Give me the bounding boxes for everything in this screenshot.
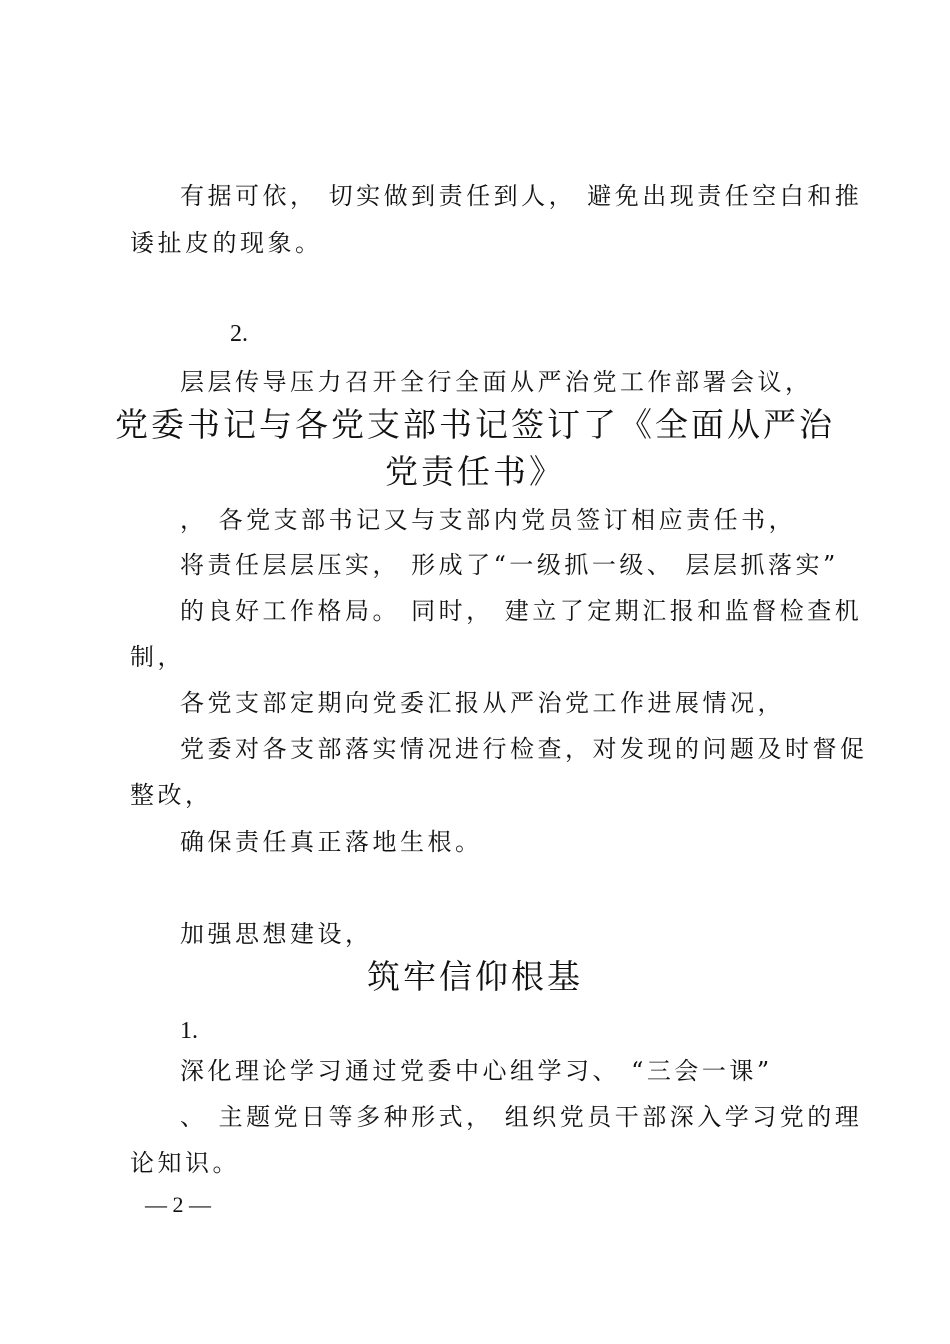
section-number: 2.	[230, 321, 248, 347]
section-number: 1.	[180, 1018, 198, 1044]
paragraph-line: 将责任层层压实， 形成了“一级抓一级、 层层抓落实”	[180, 551, 839, 579]
paragraph-line: 加强思想建设，	[180, 920, 373, 948]
paragraph-line: 有据可依， 切实做到责任到人， 避免出现责任空白和推	[180, 182, 863, 210]
paragraph-line: ， 各党支部书记又与支部内党员签订相应责任书，	[180, 506, 797, 534]
paragraph-line: 深化理论学习通过党委中心组学习、 “三会一课”	[180, 1057, 773, 1085]
section-heading: 党责任书》	[385, 452, 565, 491]
paragraph-line: 层层传导压力召开全行全面从严治党工作部署会议，	[180, 368, 813, 396]
section-heading: 党委书记与各党支部书记签订了《全面从严治	[115, 405, 835, 444]
paragraph-line: 诿扯皮的现象。	[130, 229, 323, 257]
paragraph-line: 确保责任真正落地生根。	[180, 828, 483, 856]
paragraph-line: 制，	[130, 643, 185, 671]
paragraph-line: 党委对各支部落实情况进行检查，对发现的问题及时督促	[180, 735, 868, 763]
section-heading: 筑牢信仰根基	[367, 957, 583, 996]
paragraph-line: 整改，	[130, 781, 213, 809]
page-number: — 2 —	[145, 1192, 211, 1217]
paragraph-line: 论知识。	[130, 1149, 240, 1177]
paragraph-line: 、 主题党日等多种形式， 组织党员干部深入学习党的理	[180, 1103, 863, 1131]
paragraph-line: 各党支部定期向党委汇报从严治党工作进展情况，	[180, 689, 785, 717]
paragraph-line: 的良好工作格局。 同时， 建立了定期汇报和监督检查机	[180, 597, 863, 625]
